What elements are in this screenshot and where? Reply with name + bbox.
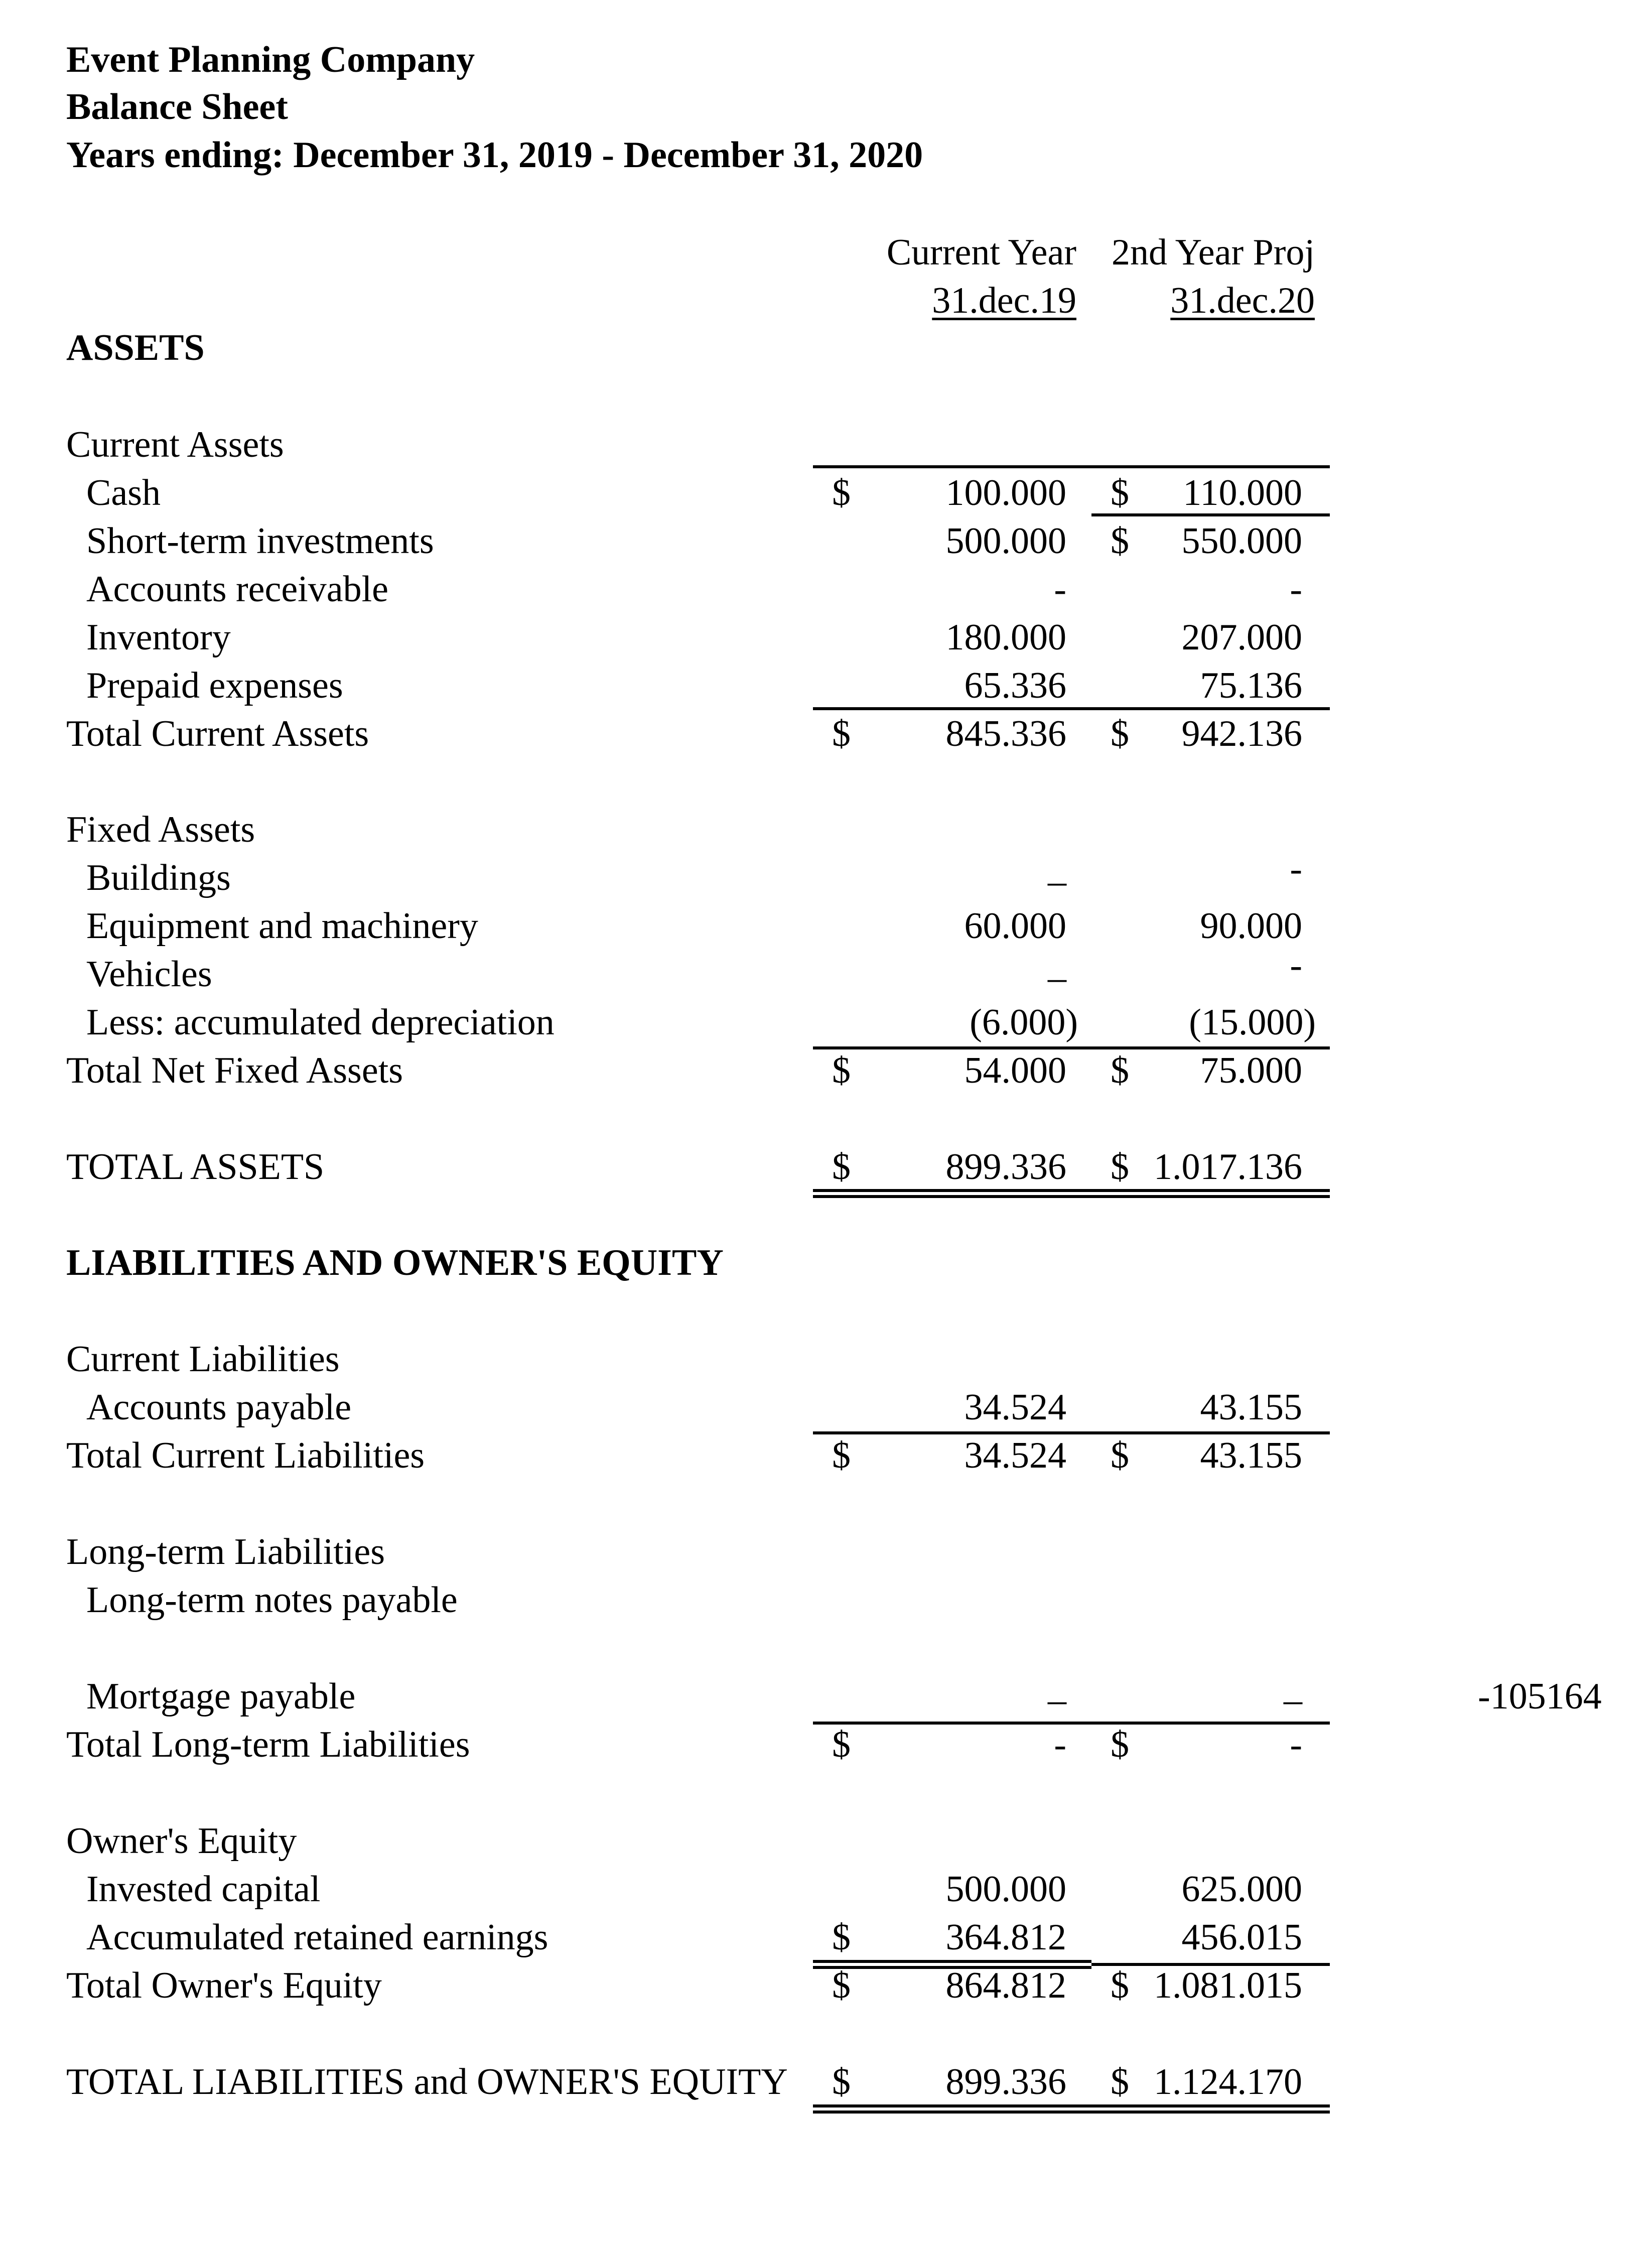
subsection-heading-row [0,421,1652,469]
subsection-heading-row [0,1817,1652,1865]
total-row [0,1721,1652,1769]
table-row [0,1913,1652,1961]
value-current-year: 60.000 [964,905,1066,947]
total-row [0,1961,1652,2010]
currency-symbol: $ [1111,1146,1129,1188]
total-row [0,1046,1652,1095]
currency-symbol: $ [832,713,851,754]
currency-symbol: $ [832,472,851,513]
table-row [0,998,1652,1046]
value-second-year: 75.136 [1200,665,1302,706]
fixed-assets-heading: Fixed Assets [66,809,255,850]
row-label: Mortgage payable [86,1676,356,1717]
value-current-year: 100.000 [945,472,1066,513]
currency-symbol: $ [1111,1724,1129,1765]
company-name: Event Planning Company [66,39,475,80]
row-label: Inventory [86,617,231,658]
currency-symbol: $ [832,1917,851,1958]
table-row [0,613,1652,662]
double-rule-bottom [813,2111,1330,2114]
table-row [0,1865,1652,1913]
table-row [0,469,1652,517]
value-current-year: _ [1048,1667,1066,1708]
currency-symbol: $ [1111,472,1129,513]
value-current-year: 364.812 [945,1917,1066,1958]
value-current-year: 899.336 [945,1146,1066,1188]
value-second-year: 942.136 [1181,713,1302,754]
currency-symbol: $ [832,1050,851,1091]
value-second-year: - [1290,569,1302,610]
value-current-year: - [1054,1724,1066,1765]
table-row [0,565,1652,613]
row-label: Total Current Liabilities [66,1435,425,1476]
row-label: Total Current Assets [66,713,369,754]
value-current-year: 180.000 [945,617,1066,658]
value-current-year: _ [1048,848,1066,889]
value-second-year: 43.155 [1200,1387,1302,1428]
total-row [0,710,1652,758]
row-label: Total Owner's Equity [66,1965,382,2006]
table-row [0,1383,1652,1431]
currency-symbol: $ [832,1724,851,1765]
liabilities-equity-heading: LIABILITIES AND OWNER'S EQUITY [66,1242,724,1283]
table-row [0,517,1652,565]
row-label: Total Long-term Liabilities [66,1724,470,1765]
row-label: Vehicles [86,954,212,995]
row-label: Short-term investments [86,520,434,562]
value-second-year: _ [1284,1667,1302,1708]
side-note-value: -105164 [1478,1676,1602,1717]
value-current-year: (6.000) [970,1002,1078,1043]
assets-heading: ASSETS [66,327,205,368]
table-row [0,1576,1652,1624]
subsection-heading-row [0,806,1652,854]
row-label: Equipment and machinery [86,905,478,947]
period-title: Years ending: December 31, 2019 - December 31, 2020 [66,135,923,176]
row-label: Invested capital [86,1869,321,1910]
row-label: Accounts payable [86,1387,352,1428]
row-label: Buildings [86,857,231,898]
value-current-year: 54.000 [964,1050,1066,1091]
grand-total-row [0,2058,1652,2106]
value-current-year: 500.000 [945,1869,1066,1910]
value-second-year: 90.000 [1200,905,1302,947]
value-current-year: 34.524 [964,1435,1066,1476]
value-current-year: 899.336 [945,2061,1066,2102]
column-header-second-year: 2nd Year Proj [1112,232,1315,273]
column-date-current-year: 31.dec.19 [932,280,1076,321]
current-assets-heading: Current Assets [66,424,284,465]
rule [813,465,1330,468]
double-rule-top [813,1189,1330,1192]
row-label: Cash [86,472,161,513]
value-second-year: 1.081.015 [1154,1965,1302,2006]
value-second-year: (15.000) [1189,1002,1316,1043]
table-row [0,848,1652,902]
table-row [0,662,1652,710]
value-second-year: 75.000 [1200,1050,1302,1091]
value-current-year: 864.812 [945,1965,1066,2006]
row-label: Less: accumulated depreciation [86,1002,555,1043]
value-second-year: 1.124.170 [1154,2061,1302,2102]
value-second-year: 550.000 [1181,520,1302,562]
value-current-year: _ [1048,945,1066,986]
column-header-current-year: Current Year [886,232,1076,273]
value-second-year: 1.017.136 [1154,1146,1302,1188]
currency-symbol: $ [832,1146,851,1188]
value-second-year: - [1290,945,1302,986]
row-label: Prepaid expenses [86,665,343,706]
row-label: TOTAL LIABILITIES and OWNER'S EQUITY [66,2061,788,2102]
value-current-year: 845.336 [945,713,1066,754]
currency-symbol: $ [1111,2061,1129,2102]
value-current-year: 65.336 [964,665,1066,706]
row-label: TOTAL ASSETS [66,1146,325,1188]
currency-symbol: $ [1111,1965,1129,2006]
double-rule-top [813,2104,1330,2107]
currency-symbol: $ [1111,1435,1129,1476]
value-second-year: 207.000 [1181,617,1302,658]
currency-symbol: $ [832,2061,851,2102]
section-heading-row [0,1239,1652,1287]
double-rule-bottom [813,1195,1330,1198]
table-row [0,902,1652,950]
subsection-heading-row [0,1335,1652,1383]
currency-symbol: $ [1111,713,1129,754]
currency-symbol: $ [1111,1050,1129,1091]
currency-symbol: $ [832,1965,851,2006]
statement-title: Balance Sheet [66,86,288,127]
table-row [0,1667,1652,1721]
subsection-heading-row [0,1528,1652,1576]
currency-symbol: $ [1111,520,1129,562]
value-second-year: - [1290,848,1302,889]
value-second-year: 110.000 [1183,472,1302,513]
value-second-year: 43.155 [1200,1435,1302,1476]
current-liabilities-heading: Current Liabilities [66,1339,340,1380]
value-second-year: 456.015 [1181,1917,1302,1958]
row-label: Accounts receivable [86,569,388,610]
column-date-second-year: 31.dec.20 [1170,280,1315,321]
row-label: Long-term notes payable [86,1579,458,1621]
table-row [0,945,1652,998]
row-label: Accumulated retained earnings [86,1917,548,1958]
section-heading-row [0,324,1652,372]
total-row [0,1431,1652,1480]
long-term-liabilities-heading: Long-term Liabilities [66,1531,385,1572]
value-second-year: - [1290,1724,1302,1765]
rule [1091,513,1330,516]
value-current-year: 500.000 [945,520,1066,562]
currency-symbol: $ [832,1435,851,1476]
value-current-year: - [1054,569,1066,610]
row-label: Total Net Fixed Assets [66,1050,403,1091]
owners-equity-heading: Owner's Equity [66,1820,297,1862]
value-current-year: 34.524 [964,1387,1066,1428]
grand-total-row [0,1143,1652,1191]
value-second-year: 625.000 [1181,1869,1302,1910]
